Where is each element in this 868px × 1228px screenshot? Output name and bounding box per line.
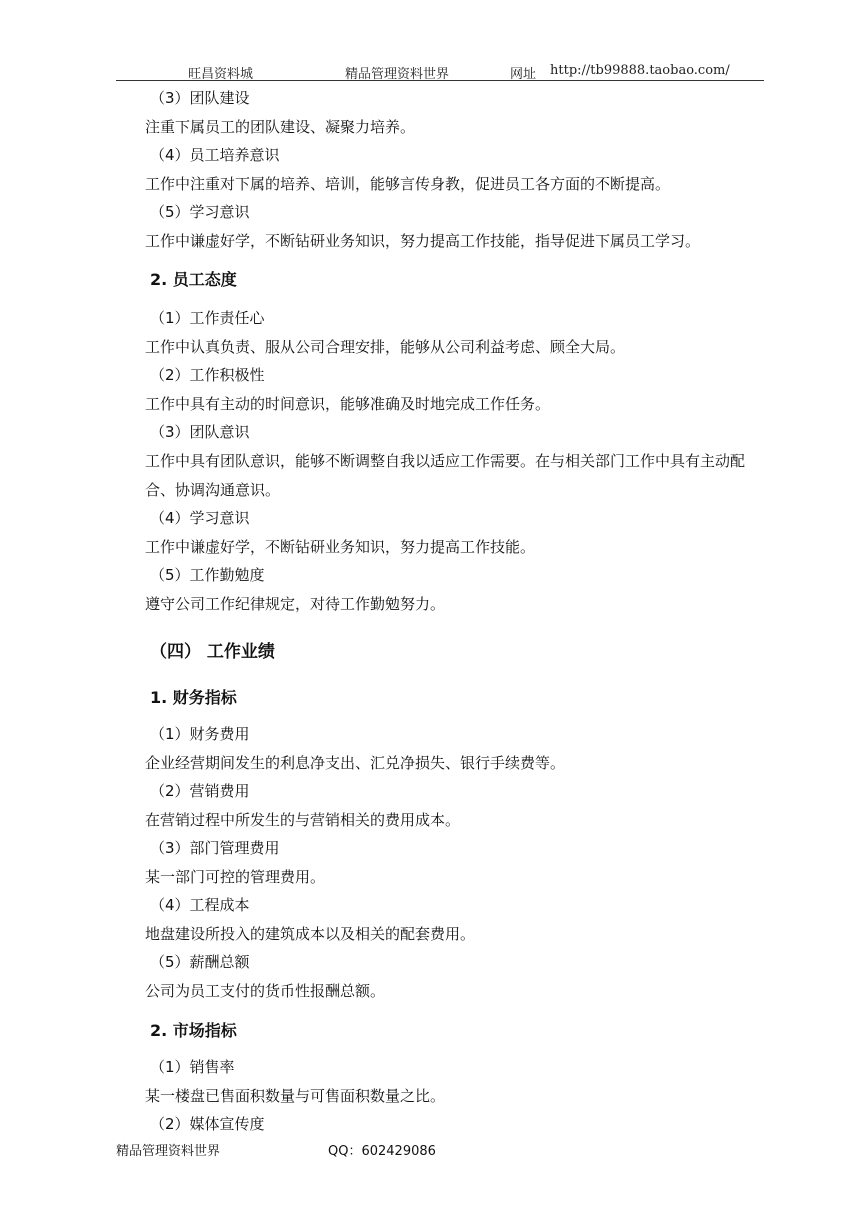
paragraph: 工作中认真负责、服从公司合理安排，能够从公司利益考虑、顾全大局。 <box>145 338 626 356</box>
paragraph: 注重下属员工的团队建设、凝聚力培养。 <box>145 118 416 136</box>
paragraph: 工作中注重对下属的培养、培训，能够言传身教，促进员工各方面的不断提高。 <box>145 175 671 193</box>
subheading-learning: （4）学习意识 <box>150 509 250 527</box>
paragraph: 企业经营期间发生的利息净支出、汇兑净损失、银行手续费等。 <box>145 754 566 772</box>
header-url: http://tb99888.taobao.com/ <box>550 63 730 78</box>
subheading-team-building: （3）团队建设 <box>150 89 250 107</box>
paragraph: 工作中具有主动的时间意识，能够准确及时地完成工作任务。 <box>145 395 551 413</box>
section-heading-financial: 1. 财务指标 <box>150 688 237 707</box>
paragraph: 在营销过程中所发生的与营销相关的费用成本。 <box>145 811 461 829</box>
paragraph: 工作中谦虚好学，不断钻研业务知识，努力提高工作技能。 <box>145 538 536 556</box>
subheading-engineering-cost: （4）工程成本 <box>150 896 250 914</box>
subheading-dept-management-expense: （3）部门管理费用 <box>150 839 280 857</box>
subheading-team-awareness: （3）团队意识 <box>150 423 250 441</box>
subheading-marketing-expense: （2）营销费用 <box>150 782 250 800</box>
paragraph: 某一楼盘已售面积数量与可售面积数量之比。 <box>145 1087 446 1105</box>
subheading-learning: （5）学习意识 <box>150 203 250 221</box>
paragraph: 地盘建设所投入的建筑成本以及相关的配套费用。 <box>145 925 476 943</box>
subheading-media-publicity: （2）媒体宣传度 <box>150 1115 265 1133</box>
paragraph: 公司为员工支付的货币性报酬总额。 <box>145 982 386 1000</box>
subheading-financial-expense: （1）财务费用 <box>150 725 250 743</box>
paragraph: 遵守公司工作纪律规定，对待工作勤勉努力。 <box>145 595 446 613</box>
header-world-name: 精品管理资料世界 <box>345 67 450 82</box>
paragraph: 工作中谦虚好学，不断钻研业务知识，努力提高工作技能，指导促进下属员工学习。 <box>145 232 701 250</box>
header-url-label: 网址 <box>510 67 537 82</box>
section-heading-market: 2. 市场指标 <box>150 1021 237 1040</box>
subheading-diligence: （5）工作勤勉度 <box>150 566 265 584</box>
subheading-sales-rate: （1）销售率 <box>150 1058 235 1076</box>
paragraph: 合、协调沟通意识。 <box>145 481 281 499</box>
footer-left-text: 精品管理资料世界 <box>116 1144 221 1159</box>
subheading-total-compensation: （5）薪酬总额 <box>150 953 250 971</box>
subheading-responsibility: （1）工作责任心 <box>150 309 265 327</box>
chapter-heading-performance: （四） 工作业绩 <box>150 642 275 662</box>
paragraph: 工作中具有团队意识，能够不断调整自我以适应工作需要。在与相关部门工作中具有主动配 <box>145 452 746 470</box>
paragraph: 某一部门可控的管理费用。 <box>145 868 326 886</box>
subheading-initiative: （2）工作积极性 <box>150 366 265 384</box>
page-header <box>116 62 764 81</box>
header-shop-name: 旺昌资料城 <box>188 67 254 82</box>
section-heading-attitude: 2. 员工态度 <box>150 270 237 289</box>
subheading-staff-training: （4）员工培养意识 <box>150 146 280 164</box>
footer-qq: QQ：602429086 <box>328 1144 436 1159</box>
